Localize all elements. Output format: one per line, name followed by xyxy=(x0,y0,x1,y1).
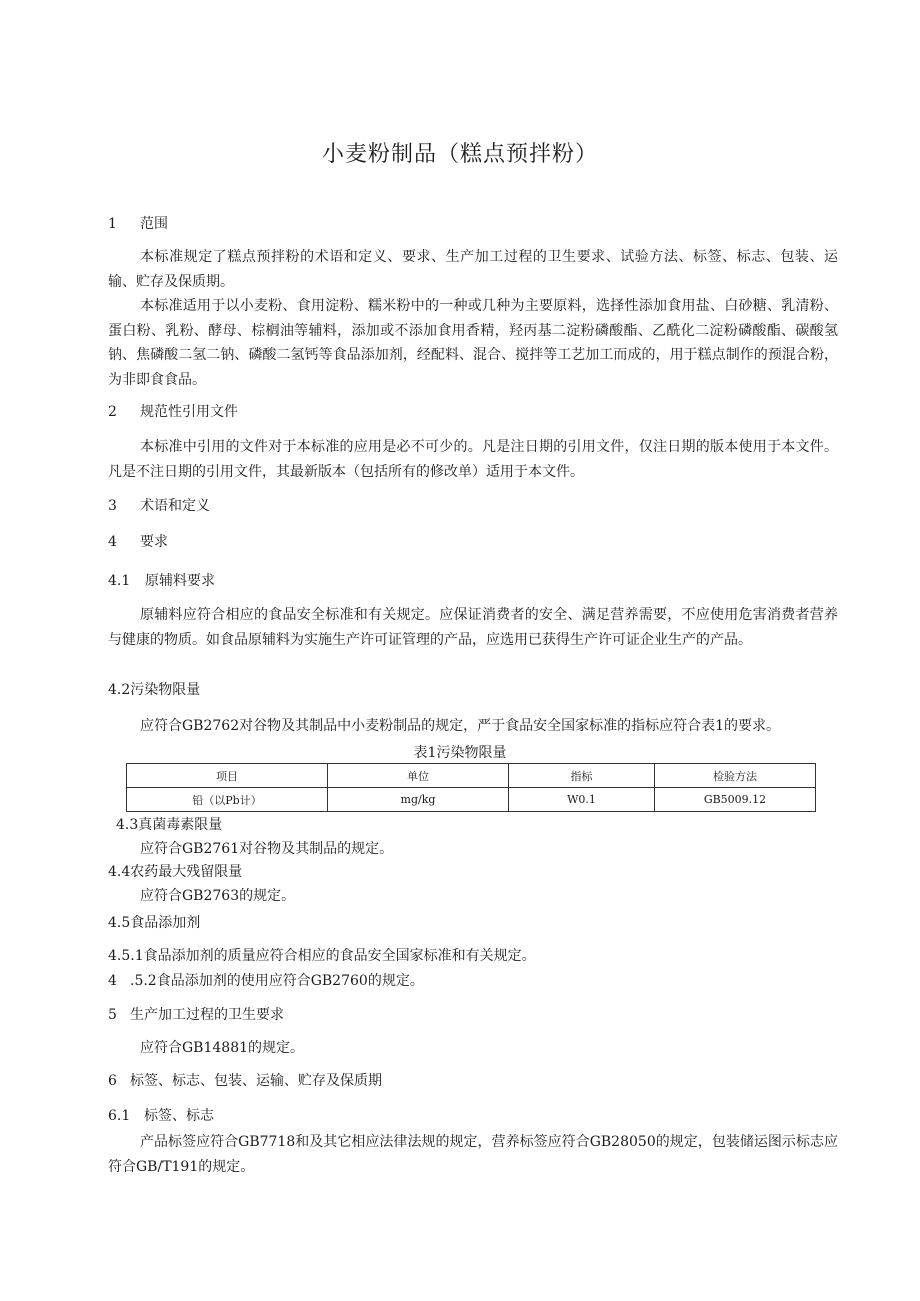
section-number: 4 xyxy=(108,534,117,550)
section-4-3-paragraph: 应符合GB2761对谷物及其制品的规定。 xyxy=(140,841,394,857)
section-title: 术语和定义 xyxy=(140,498,210,514)
clause-text: .5.2食品添加剂的使用应符合GB2760的规定。 xyxy=(130,973,424,989)
section-title: 标签、标志、包装、运输、贮存及保质期 xyxy=(130,1073,382,1089)
section-4-5-2-clause xyxy=(108,971,424,991)
section-title: 范围 xyxy=(140,216,168,232)
document-title: 小麦粉制品（糕点预拌粉） xyxy=(321,142,598,167)
section-title: 要求 xyxy=(140,534,168,550)
section-4-4-paragraph: 应符合GB2763的规定。 xyxy=(140,888,296,904)
section-title: 规范性引用文件 xyxy=(140,404,238,420)
section-1-heading xyxy=(108,214,168,234)
section-title: 标签、标志 xyxy=(144,1108,214,1124)
section-number: 1 xyxy=(108,216,117,232)
section-4-heading xyxy=(108,532,168,552)
section-4-5-1-clause: 4.5.1食品添加剂的质量应符合相应的食品安全国家标准和有关规定。 xyxy=(108,948,536,964)
section-4-2-heading: 4.2污染物限量 xyxy=(108,682,201,698)
table-cell: mg/kg xyxy=(328,788,509,812)
table-cell: 铅（以Pb计） xyxy=(127,788,328,812)
section-title: 原辅料要求 xyxy=(145,573,215,589)
section-4-1-paragraph: 原辅料应符合相应的食品安全标准和有关规定。应保证消费者的安全、满足营养需要，不应使用危害消费者营养与健康的物质。如食品原辅料为实施生产许可证管理的产品，应选用已获得生产许可证企业生产的产品。 xyxy=(108,607,838,648)
section-number: 6 xyxy=(108,1073,117,1089)
section-title: 生产加工过程的卫生要求 xyxy=(130,1007,284,1023)
table-header-row xyxy=(127,764,816,788)
section-number: 3 xyxy=(108,498,117,514)
table-header-cell: 项目 xyxy=(127,764,328,788)
section-2-paragraph-1: 本标准中引用的文件对于本标准的应用是必不可少的。凡是注日期的引用文件，仅注日期的版本使用于本文件。凡是不注日期的引用文件，其最新版本（包括所有的修改单）适用于本文件。 xyxy=(108,439,838,480)
section-4-4-heading: 4.4农药最大残留限量 xyxy=(108,864,243,880)
section-4-3-heading: 4.3真菌毒素限量 xyxy=(116,817,223,833)
section-number: 6.1 xyxy=(108,1108,131,1124)
table-caption: 表1污染物限量 xyxy=(413,745,507,761)
section-6-heading xyxy=(108,1071,382,1091)
section-5-paragraph: 应符合GB14881的规定。 xyxy=(140,1040,305,1056)
section-1-paragraph-1: 本标准规定了糕点预拌粉的术语和定义、要求、生产加工过程的卫生要求、试验方法、标签、标志、包装、运输、贮存及保质期。 xyxy=(108,249,838,290)
table-cell: GB5009.12 xyxy=(655,788,816,812)
table-header-cell: 指标 xyxy=(509,764,655,788)
table-header-cell: 检验方法 xyxy=(655,764,816,788)
section-6-1-paragraph: 产品标签应符合GB7718和及其它相应法律法规的规定，营养标签应符合GB28050的规定，包装储运图示标志应符合GB/T191的规定。 xyxy=(108,1134,838,1175)
table-row xyxy=(127,788,816,812)
section-5-heading xyxy=(108,1005,284,1025)
table-header-cell: 单位 xyxy=(328,764,509,788)
section-6-1-heading xyxy=(108,1106,214,1126)
section-4-5-heading: 4.5食品添加剂 xyxy=(108,915,201,931)
clause-number-fragment: 4 xyxy=(108,973,117,989)
section-1-paragraph-2: 本标准适用于以小麦粉、食用淀粉、糯米粉中的一种或几种为主要原料，选择性添加食用盐、白砂糖、乳清粉、蛋白粉、乳粉、酵母、棕榈油等辅料，添加或不添加食用香精，羟丙基二淀粉磷酸酯、乙酰化二淀粉磷酸酯、碳酸氢钠、焦磷酸二氢二钠、磷酸二氢钙等食品添加剂，经配料、混合、搅拌等工艺加工而成的，用于糕点制作的预混合粉，为非即食食品。 xyxy=(108,298,838,388)
section-number: 2 xyxy=(108,404,117,420)
contaminant-limits-table xyxy=(126,763,816,812)
section-4-2-paragraph: 应符合GB2762对谷物及其制品中小麦粉制品的规定，严于食品安全国家标准的指标应符合表1的要求。 xyxy=(140,718,781,734)
section-4-1-heading xyxy=(108,571,215,591)
section-number: 4.1 xyxy=(108,573,131,589)
section-number: 5 xyxy=(108,1007,117,1023)
section-3-heading xyxy=(108,496,210,516)
table-cell: W0.1 xyxy=(509,788,655,812)
section-2-heading xyxy=(108,402,238,422)
